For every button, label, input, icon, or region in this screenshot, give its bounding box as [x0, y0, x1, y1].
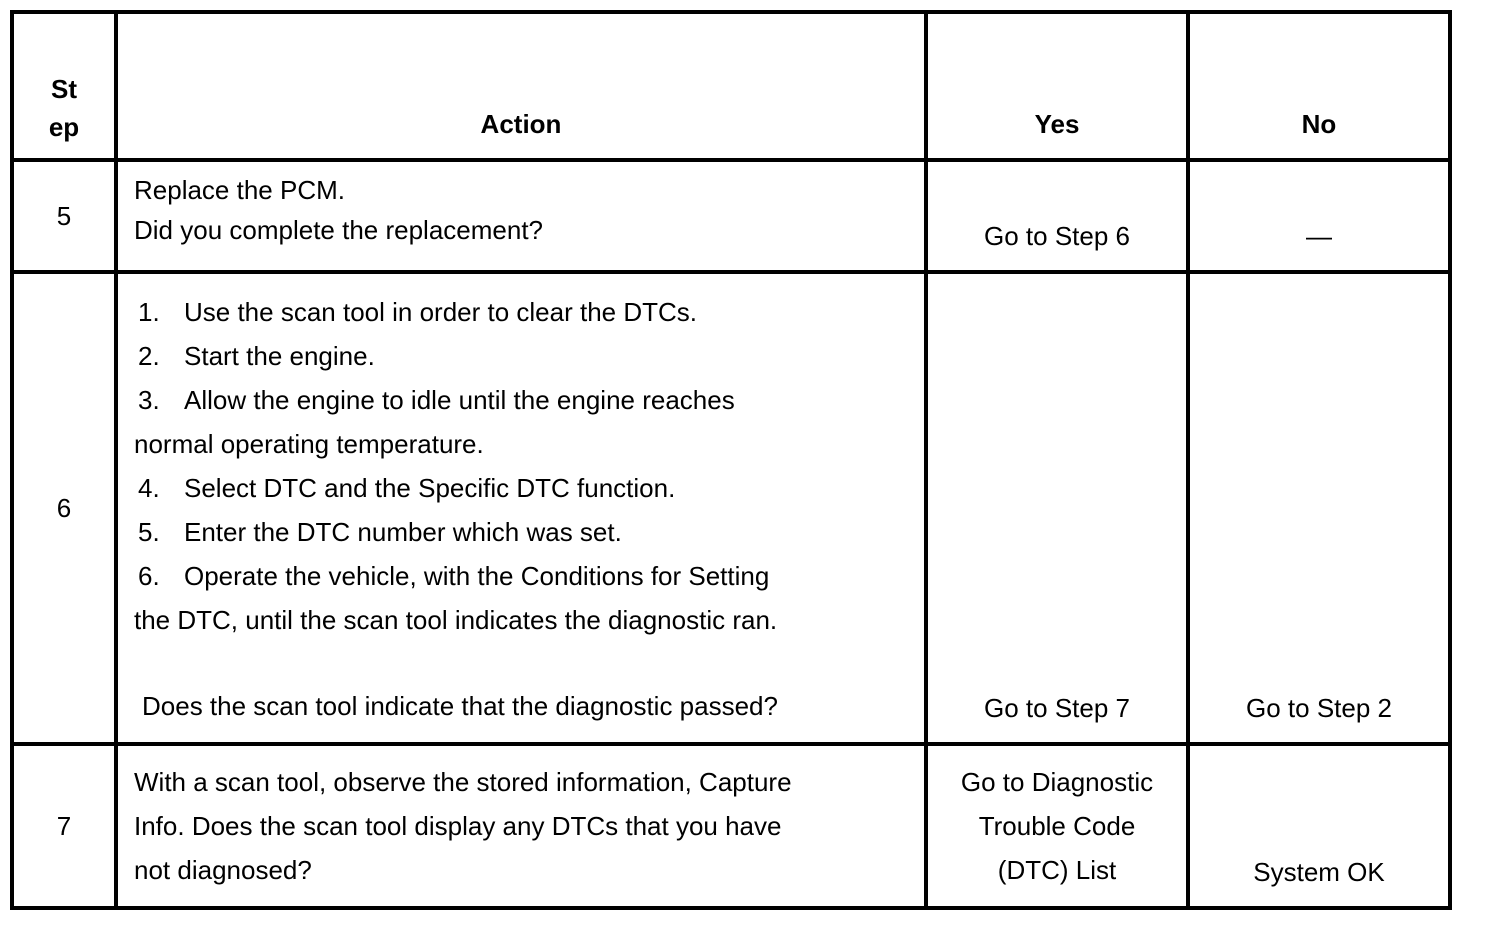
- table-row: [12, 160, 1450, 272]
- yes-line: Go to Diagnostic: [960, 767, 1154, 797]
- list-number: 3.: [138, 385, 160, 415]
- no-header: No: [1188, 12, 1450, 160]
- yes-header: Yes: [926, 12, 1188, 160]
- header-row: [12, 12, 1450, 160]
- action-cell: [116, 272, 926, 744]
- action-cell: [116, 160, 926, 272]
- list-number: 1.: [138, 297, 160, 327]
- step-number: 7: [12, 744, 116, 908]
- action-line: Replace the PCM.: [134, 175, 345, 205]
- step-header-line-1: St: [51, 74, 77, 104]
- no-cell: —: [1188, 160, 1450, 272]
- action-line: Did you complete the replacement?: [134, 215, 544, 245]
- list-number: 6.: [138, 561, 160, 591]
- list-number: 4.: [138, 473, 160, 503]
- list-item: [134, 554, 908, 598]
- list-item: [134, 510, 908, 554]
- table-row: [12, 744, 1450, 908]
- no-cell: Go to Step 2: [1188, 272, 1450, 744]
- list-item: [134, 290, 908, 334]
- list-text: Use the scan tool in order to clear the DTCs.: [184, 297, 698, 327]
- step-header-line-2: ep: [48, 112, 80, 142]
- list-text: Enter the DTC number which was set.: [184, 517, 622, 547]
- diagnostic-table: [10, 10, 1452, 910]
- list-number: 2.: [138, 341, 160, 371]
- list-text: Select DTC and the Specific DTC function.: [184, 473, 676, 503]
- list-item: [134, 466, 908, 510]
- table-row: [12, 272, 1450, 744]
- action-line: With a scan tool, observe the stored information, Capture: [134, 767, 792, 797]
- yes-line: Trouble Code: [978, 811, 1136, 841]
- spacer: [134, 642, 908, 684]
- step-number: 5: [12, 160, 116, 272]
- yes-line: (DTC) List: [997, 855, 1117, 885]
- yes-cell: Go to Step 6: [926, 160, 1188, 272]
- yes-cell: Go to Step 7: [926, 272, 1188, 744]
- action-line: not diagnosed?: [134, 855, 312, 885]
- action-cell: [116, 744, 926, 908]
- list-text: Operate the vehicle, with the Conditions for Setting: [184, 561, 770, 591]
- list-item-continuation: the DTC, until the scan tool indicates the diagnostic ran.: [134, 605, 778, 635]
- diagnostic-table-container: [10, 10, 1448, 910]
- step-header: [12, 12, 116, 160]
- list-text: Start the engine.: [184, 341, 375, 371]
- list-item: [134, 378, 908, 422]
- step-number: 6: [12, 272, 116, 744]
- yes-cell: [926, 744, 1188, 908]
- list-item: [134, 334, 908, 378]
- list-text: Allow the engine to idle until the engine reaches: [184, 385, 735, 415]
- list-number: 5.: [138, 517, 160, 547]
- action-line: Info. Does the scan tool display any DTCs that you have: [134, 811, 782, 841]
- no-cell: System OK: [1188, 744, 1450, 908]
- action-header: Action: [116, 12, 926, 160]
- list-item-continuation: normal operating temperature.: [134, 429, 484, 459]
- question-text: Does the scan tool indicate that the diagnostic passed?: [142, 691, 778, 721]
